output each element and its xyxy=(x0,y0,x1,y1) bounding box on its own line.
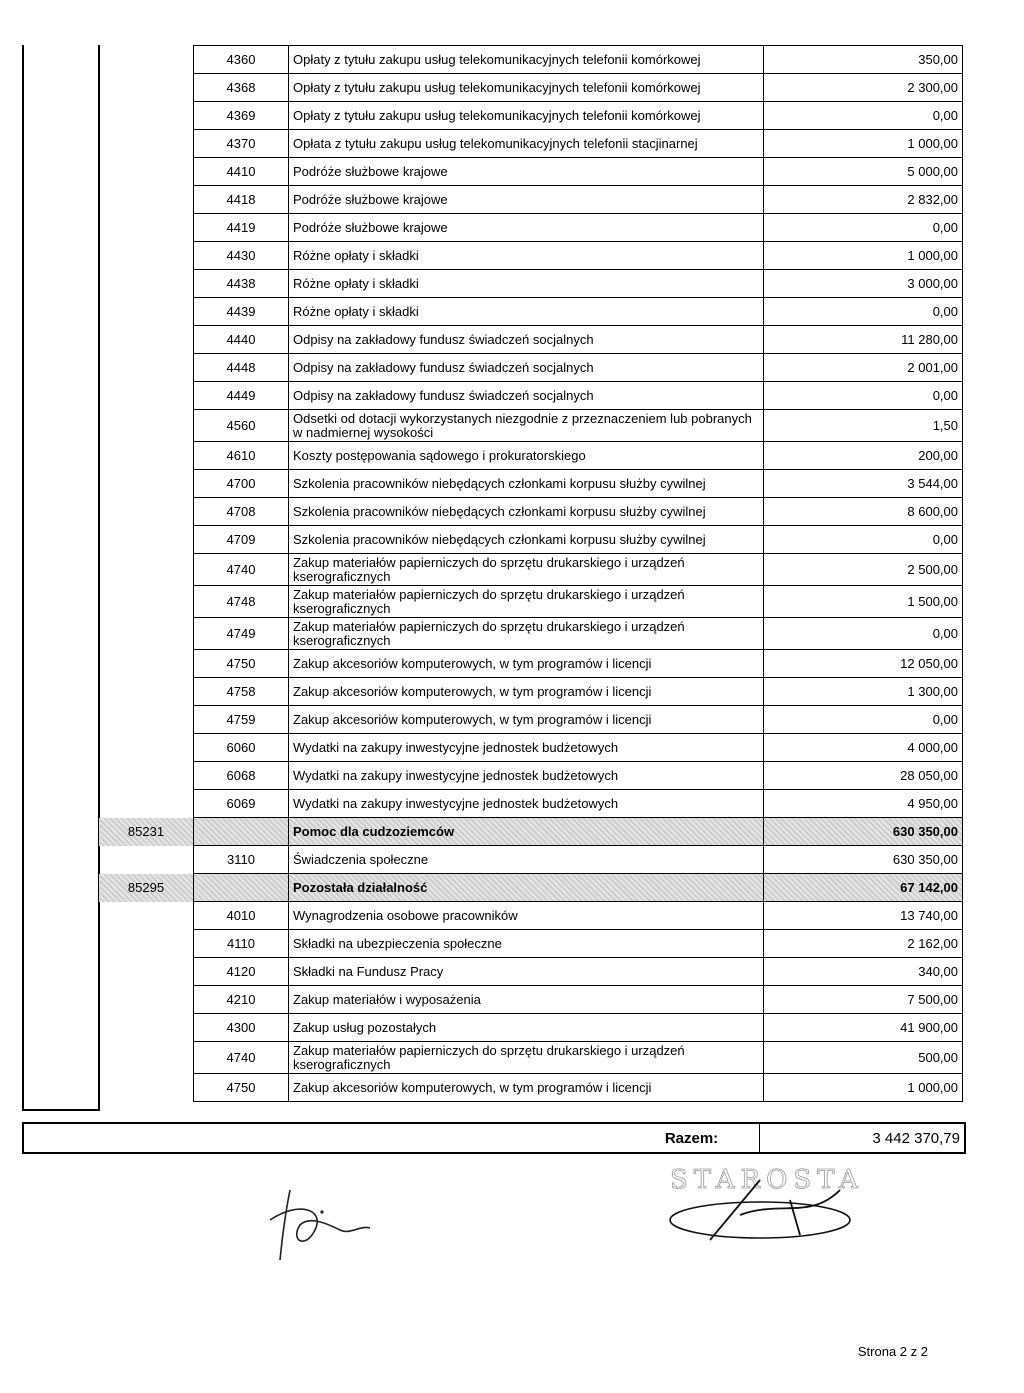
empty-cell xyxy=(99,158,194,186)
item-amount: 1 000,00 xyxy=(764,1074,963,1102)
table-row xyxy=(99,790,963,818)
paragraph-code: 4758 xyxy=(194,678,289,706)
empty-cell xyxy=(99,186,194,214)
empty-cell xyxy=(99,410,194,442)
empty-cell xyxy=(99,470,194,498)
table-row xyxy=(99,678,963,706)
item-amount: 350,00 xyxy=(764,46,963,74)
table-row xyxy=(99,382,963,410)
item-amount: 630 350,00 xyxy=(764,818,963,846)
empty-cell xyxy=(99,46,194,74)
item-amount: 5 000,00 xyxy=(764,158,963,186)
item-amount: 0,00 xyxy=(764,214,963,242)
table-row xyxy=(99,214,963,242)
table-row xyxy=(99,326,963,354)
item-name: Odsetki od dotacji wykorzystanych niezgodnie z przeznaczeniem lub pobranych w nadmiernej wysokości xyxy=(289,410,764,442)
paragraph-code xyxy=(194,874,289,902)
empty-cell xyxy=(99,930,194,958)
item-name: Składki na ubezpieczenia społeczne xyxy=(289,930,764,958)
item-name: Wydatki na zakupy inwestycyjne jednostek budżetowych xyxy=(289,762,764,790)
table-row xyxy=(99,442,963,470)
paragraph-code xyxy=(194,818,289,846)
empty-cell xyxy=(99,762,194,790)
item-amount: 340,00 xyxy=(764,958,963,986)
item-amount: 1 000,00 xyxy=(764,242,963,270)
paragraph-code: 4759 xyxy=(194,706,289,734)
paragraph-code: 4439 xyxy=(194,298,289,326)
item-amount: 28 050,00 xyxy=(764,762,963,790)
paragraph-code: 6060 xyxy=(194,734,289,762)
section-code: 85295 xyxy=(99,874,194,902)
item-name: Podróże służbowe krajowe xyxy=(289,214,764,242)
paragraph-code: 4748 xyxy=(194,586,289,618)
empty-cell xyxy=(99,958,194,986)
item-name: Szkolenia pracowników niebędących członkami korpusu służby cywilnej xyxy=(289,470,764,498)
table-row xyxy=(99,618,963,650)
table-row xyxy=(99,186,963,214)
empty-cell xyxy=(99,102,194,130)
table-row xyxy=(99,1042,963,1074)
table-row xyxy=(99,1074,963,1102)
paragraph-code: 4560 xyxy=(194,410,289,442)
total-value: 3 442 370,79 xyxy=(872,1129,960,1147)
item-amount: 3 544,00 xyxy=(764,470,963,498)
table-row xyxy=(99,46,963,74)
item-amount: 2 001,00 xyxy=(764,354,963,382)
empty-cell xyxy=(99,214,194,242)
paragraph-code: 4709 xyxy=(194,526,289,554)
item-name: Zakup akcesoriów komputerowych, w tym programów i licencji xyxy=(289,678,764,706)
empty-cell xyxy=(99,902,194,930)
item-name: Różne opłaty i składki xyxy=(289,270,764,298)
table-row xyxy=(99,354,963,382)
table-row xyxy=(99,846,963,874)
empty-cell xyxy=(99,74,194,102)
item-name: Zakup materiałów papierniczych do sprzętu drukarskiego i urządzeń kserograficznych xyxy=(289,1042,764,1074)
empty-cell xyxy=(99,130,194,158)
svg-text:STAROSTA: STAROSTA xyxy=(670,1165,864,1195)
item-name: Odpisy na zakładowy fundusz świadczeń socjalnych xyxy=(289,326,764,354)
page-number: Strona 2 z 2 xyxy=(857,1344,928,1359)
item-amount: 4 000,00 xyxy=(764,734,963,762)
column-rule xyxy=(22,1109,100,1111)
item-name: Składki na Fundusz Pracy xyxy=(289,958,764,986)
handwritten-signature xyxy=(230,1170,430,1270)
empty-cell xyxy=(99,526,194,554)
official-stamp-signature xyxy=(650,1160,890,1250)
item-name: Świadczenia społeczne xyxy=(289,846,764,874)
empty-cell xyxy=(99,270,194,298)
item-amount: 13 740,00 xyxy=(764,902,963,930)
table-row xyxy=(99,986,963,1014)
item-name: Różne opłaty i składki xyxy=(289,242,764,270)
table-row xyxy=(99,470,963,498)
item-name: Zakup materiałów i wyposażenia xyxy=(289,986,764,1014)
item-name: Zakup akcesoriów komputerowych, w tym programów i licencji xyxy=(289,706,764,734)
paragraph-code: 4368 xyxy=(194,74,289,102)
empty-cell xyxy=(99,846,194,874)
item-amount: 630 350,00 xyxy=(764,846,963,874)
empty-cell xyxy=(99,298,194,326)
paragraph-code: 4740 xyxy=(194,1042,289,1074)
item-amount: 41 900,00 xyxy=(764,1014,963,1042)
table-row xyxy=(99,242,963,270)
table-row xyxy=(99,902,963,930)
paragraph-code: 4700 xyxy=(194,470,289,498)
table-row xyxy=(99,586,963,618)
item-name: Pozostała działalność xyxy=(289,874,764,902)
empty-cell xyxy=(99,734,194,762)
empty-cell xyxy=(99,790,194,818)
empty-cell xyxy=(99,586,194,618)
empty-cell xyxy=(99,618,194,650)
item-name: Różne opłaty i składki xyxy=(289,298,764,326)
total-label: Razem: xyxy=(624,1124,760,1152)
paragraph-code: 4370 xyxy=(194,130,289,158)
empty-cell xyxy=(99,1014,194,1042)
paragraph-code: 4449 xyxy=(194,382,289,410)
item-amount: 7 500,00 xyxy=(764,986,963,1014)
paragraph-code: 4610 xyxy=(194,442,289,470)
item-amount: 1 300,00 xyxy=(764,678,963,706)
table-row xyxy=(99,554,963,586)
item-name: Opłata z tytułu zakupu usług telekomunikacyjnych telefonii stacjinarnej xyxy=(289,130,764,158)
section-row xyxy=(99,874,963,902)
item-name: Opłaty z tytułu zakupu usług telekomunikacyjnych telefonii komórkowej xyxy=(289,46,764,74)
paragraph-code: 4749 xyxy=(194,618,289,650)
paragraph-code: 4438 xyxy=(194,270,289,298)
paragraph-code: 4708 xyxy=(194,498,289,526)
item-name: Koszty postępowania sądowego i prokuratorskiego xyxy=(289,442,764,470)
item-amount: 67 142,00 xyxy=(764,874,963,902)
paragraph-code: 4369 xyxy=(194,102,289,130)
table-row xyxy=(99,958,963,986)
paragraph-code: 6069 xyxy=(194,790,289,818)
table-row xyxy=(99,102,963,130)
table-row xyxy=(99,298,963,326)
item-name: Zakup usług pozostałych xyxy=(289,1014,764,1042)
paragraph-code: 4300 xyxy=(194,1014,289,1042)
item-name: Zakup akcesoriów komputerowych, w tym programów i licencji xyxy=(289,650,764,678)
item-name: Odpisy na zakładowy fundusz świadczeń socjalnych xyxy=(289,382,764,410)
table-row xyxy=(99,526,963,554)
item-name: Zakup materiałów papierniczych do sprzętu drukarskiego i urządzeń kserograficznych xyxy=(289,586,764,618)
paragraph-code: 4360 xyxy=(194,46,289,74)
item-name: Zakup materiałów papierniczych do sprzętu drukarskiego i urządzeń kserograficznych xyxy=(289,618,764,650)
empty-cell xyxy=(99,706,194,734)
item-amount: 1,50 xyxy=(764,410,963,442)
table-row xyxy=(99,74,963,102)
item-name: Zakup materiałów papierniczych do sprzętu drukarskiego i urządzeń kserograficznych xyxy=(289,554,764,586)
paragraph-code: 4448 xyxy=(194,354,289,382)
paragraph-code: 4740 xyxy=(194,554,289,586)
empty-cell xyxy=(99,986,194,1014)
table-row xyxy=(99,706,963,734)
item-amount: 0,00 xyxy=(764,618,963,650)
item-amount: 0,00 xyxy=(764,102,963,130)
paragraph-code: 4010 xyxy=(194,902,289,930)
item-name: Wynagrodzenia osobowe pracowników xyxy=(289,902,764,930)
item-amount: 2 832,00 xyxy=(764,186,963,214)
item-name: Szkolenia pracowników niebędących członkami korpusu służby cywilnej xyxy=(289,498,764,526)
paragraph-code: 4750 xyxy=(194,1074,289,1102)
item-amount: 2 500,00 xyxy=(764,554,963,586)
item-name: Pomoc dla cudzoziemców xyxy=(289,818,764,846)
item-name: Podróże służbowe krajowe xyxy=(289,186,764,214)
table-row xyxy=(99,930,963,958)
paragraph-code: 4120 xyxy=(194,958,289,986)
item-amount: 500,00 xyxy=(764,1042,963,1074)
item-amount: 1 500,00 xyxy=(764,586,963,618)
item-amount: 12 050,00 xyxy=(764,650,963,678)
table-row xyxy=(99,410,963,442)
item-amount: 200,00 xyxy=(764,442,963,470)
item-name: Opłaty z tytułu zakupu usług telekomunikacyjnych telefonii komórkowej xyxy=(289,102,764,130)
empty-cell xyxy=(99,242,194,270)
item-amount: 0,00 xyxy=(764,382,963,410)
section-row xyxy=(99,818,963,846)
empty-cell xyxy=(99,1042,194,1074)
paragraph-code: 4750 xyxy=(194,650,289,678)
budget-table xyxy=(98,45,963,1102)
paragraph-code: 3110 xyxy=(194,846,289,874)
empty-cell xyxy=(99,498,194,526)
empty-cell xyxy=(99,554,194,586)
item-name: Wydatki na zakupy inwestycyjne jednostek budżetowych xyxy=(289,734,764,762)
table-row xyxy=(99,762,963,790)
paragraph-code: 4210 xyxy=(194,986,289,1014)
item-amount: 2 300,00 xyxy=(764,74,963,102)
table-row xyxy=(99,158,963,186)
table-row xyxy=(99,498,963,526)
item-amount: 0,00 xyxy=(764,526,963,554)
item-name: Zakup akcesoriów komputerowych, w tym programów i licencji xyxy=(289,1074,764,1102)
paragraph-code: 4110 xyxy=(194,930,289,958)
column-rule xyxy=(22,45,24,1110)
paragraph-code: 4419 xyxy=(194,214,289,242)
item-name: Wydatki na zakupy inwestycyjne jednostek budżetowych xyxy=(289,790,764,818)
item-amount: 0,00 xyxy=(764,706,963,734)
item-name: Odpisy na zakładowy fundusz świadczeń socjalnych xyxy=(289,354,764,382)
item-amount: 2 162,00 xyxy=(764,930,963,958)
item-amount: 4 950,00 xyxy=(764,790,963,818)
item-amount: 11 280,00 xyxy=(764,326,963,354)
empty-cell xyxy=(99,382,194,410)
paragraph-code: 6068 xyxy=(194,762,289,790)
table-row xyxy=(99,1014,963,1042)
item-amount: 8 600,00 xyxy=(764,498,963,526)
paragraph-code: 4440 xyxy=(194,326,289,354)
table-row xyxy=(99,270,963,298)
item-amount: 3 000,00 xyxy=(764,270,963,298)
item-name: Podróże służbowe krajowe xyxy=(289,158,764,186)
empty-cell xyxy=(99,650,194,678)
item-name: Szkolenia pracowników niebędących członkami korpusu służby cywilnej xyxy=(289,526,764,554)
item-name: Opłaty z tytułu zakupu usług telekomunikacyjnych telefonii komórkowej xyxy=(289,74,764,102)
section-code: 85231 xyxy=(99,818,194,846)
paragraph-code: 4410 xyxy=(194,158,289,186)
empty-cell xyxy=(99,326,194,354)
item-amount: 1 000,00 xyxy=(764,130,963,158)
total-row xyxy=(22,1122,966,1154)
paragraph-code: 4430 xyxy=(194,242,289,270)
item-amount: 0,00 xyxy=(764,298,963,326)
empty-cell xyxy=(99,354,194,382)
empty-cell xyxy=(99,678,194,706)
paragraph-code: 4418 xyxy=(194,186,289,214)
table-row xyxy=(99,734,963,762)
empty-cell xyxy=(99,1074,194,1102)
table-row xyxy=(99,130,963,158)
empty-cell xyxy=(99,442,194,470)
table-row xyxy=(99,650,963,678)
